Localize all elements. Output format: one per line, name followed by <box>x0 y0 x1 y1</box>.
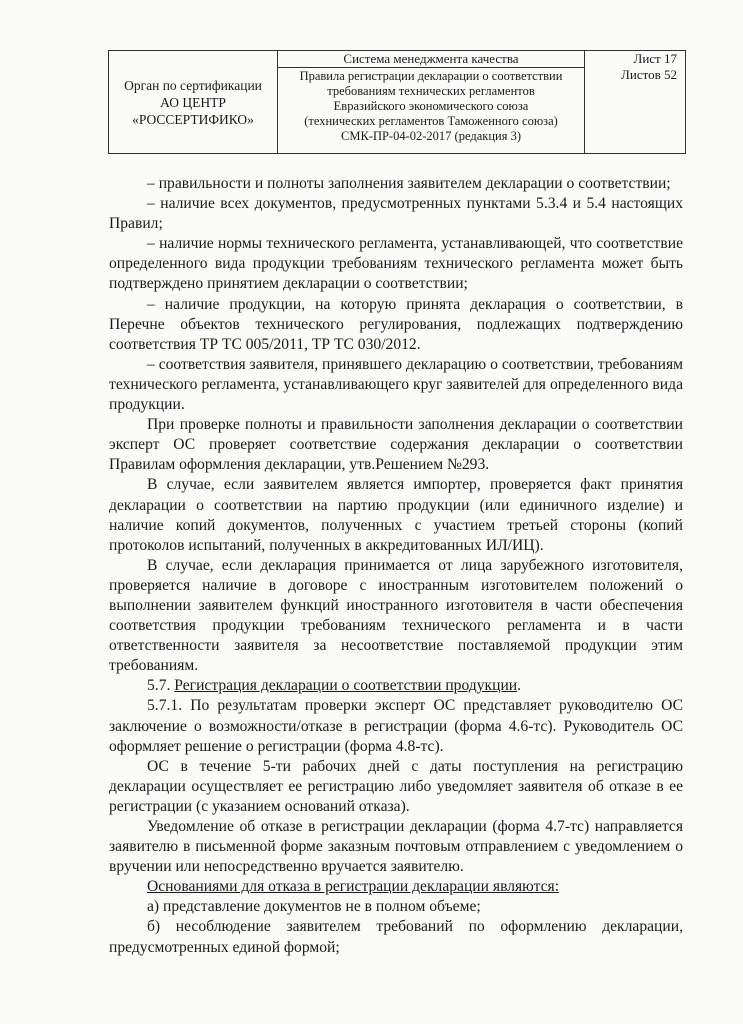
paragraph: – наличие продукции, на которую принята декларация о соответствии, в Перечне объектов технического регулирования, подлежащих подтверждению соответствия ТР ТС 005/2011, ТР ТС 030/2012. <box>109 295 683 353</box>
section-heading <box>109 676 683 696</box>
section-number: 5.7. <box>147 677 171 695</box>
paragraph: 5.7.1. По результатам проверки эксперт ОС представляет руководителю ОС заключение о возможности/отказе в регистрации (форма 4.6-тс). Руководитель ОС оформляет решение о регистрации (форма 4.8-тс). <box>109 697 683 755</box>
quality-system-title: Система менеджмента качества <box>278 51 585 68</box>
paragraph: – наличие всех документов, предусмотренных пунктами 5.3.4 и 5.4 настоящих Правил; <box>109 195 683 233</box>
rules-title <box>278 68 585 154</box>
org-line: Орган по сертификации <box>124 77 262 93</box>
section-title: Регистрация декларации о соответствии продукции <box>174 677 518 695</box>
sheet-total: Листов 52 <box>621 67 677 82</box>
ground-item: а) представление документов не в полном объеме; <box>147 898 481 916</box>
rules-line: Правила регистрации декларации о соответствии <box>299 69 563 83</box>
paragraph: В случае, если заявителем является импортер, проверяется факт принятия декларации о соответствии на партию продукции (или единичного изделие) и наличие копий документов, полученных с участием третьей стороны (копий протоколов испытаний, полученных в аккредитованных ИЛ/ИЦ). <box>109 476 683 554</box>
grounds-title: Основаниями для отказа в регистрации декларации являются: <box>147 878 560 896</box>
paragraph: ОС в течение 5-ти рабочих дней с даты поступления на регистрацию декларации осуществляет ее регистрацию либо уведомляет заявителя об отказе в ее регистрации (с указанием оснований отказа). <box>109 757 683 815</box>
paragraph: При проверке полноты и правильности заполнения декларации о соответствии эксперт ОС проверяет соответствие содержания декларации о соответствии Правилам оформления декларации, утв.Решением №293. <box>109 416 683 474</box>
rules-line: (технических регламентов Таможенного союза) <box>304 114 558 128</box>
rules-line: СМК-ПР-04-02-2017 (редакция 3) <box>341 129 521 143</box>
section-title-end: . <box>517 677 522 695</box>
ground-item: б) несоблюдение заявителем требований по оформлению декларации, предусмотренных единой формой; <box>109 918 683 956</box>
paragraph: – соответствия заявителя, принявшего декларацию о соответствии, требованиям технического регламента, устанавливающего круг заявителей для определенного вида продукции. <box>109 355 683 414</box>
sheet-info <box>585 51 686 154</box>
certification-body <box>109 51 278 154</box>
rules-line: требованиям технических регламентов <box>327 84 535 98</box>
sheet-number: Лист 17 <box>633 51 677 66</box>
paragraph: В случае, если декларация принимается от лица зарубежного изготовителя, проверяется наличие в договоре с иностранным изготовителем положений о выполнении заявителем функций иностранного изготовителя в части обеспечения соответствия продукции требованиям технического регламента и в части ответственности заявителя за несоответствие поставляемой продукции этим требованиям. <box>109 556 683 675</box>
rules-line: Евразийского экономического союза <box>333 99 529 113</box>
org-line: «РОССЕРТИФИКО» <box>132 111 254 127</box>
paragraph: – наличие нормы технического регламента, устанавливающей, что соответствие определенного вида продукции требованиям технического регламента может быть подтверждено принятием декларации о соответствии; <box>109 235 683 293</box>
paragraph: Уведомление об отказе в регистрации декларации (форма 4.7-тс) направляется заявителю в письменной форме заказным почтовым отправлением с уведомлением о вручении или непосредственно вручается заявителю. <box>109 818 683 876</box>
document-body <box>109 174 683 958</box>
document-header <box>108 50 686 154</box>
paragraph: – правильности и полноты заполнения заявителем декларации о соответствии; <box>147 175 671 192</box>
org-line: АО ЦЕНТР <box>160 94 226 110</box>
